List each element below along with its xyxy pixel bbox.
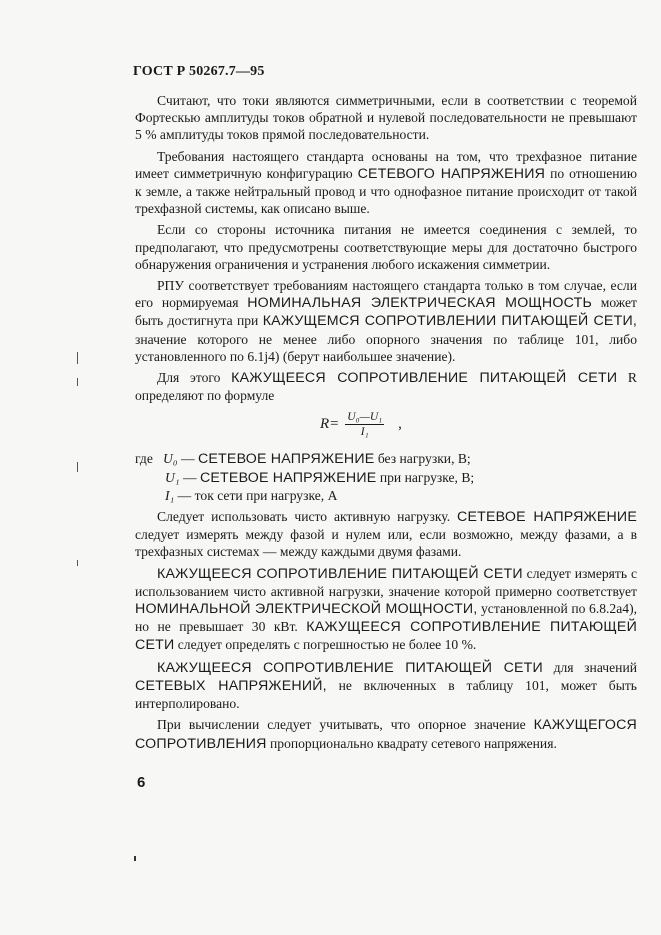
paragraph-active-load [135,508,637,561]
scan-dot [134,856,136,861]
document-body [135,92,637,757]
symbol: I₁ [165,487,175,503]
paragraph-interpolation [135,659,637,713]
text: пропорционально квадрату сетевого напряжения. [266,735,557,751]
where-line-1: где U₀ — СЕТЕВОЕ НАПРЯЖЕНИЕ без нагрузки, В; [135,451,471,468]
formula [320,410,402,439]
text: следует измерять между фазой и нулем или, если возможно, между фазами, а в трехфазных системах — между каждыми двумя фазами. [135,527,637,560]
scan-mark [77,462,78,472]
text: — ток сети при нагрузке, А [174,487,338,503]
paragraph-measurement [135,565,637,655]
term: СЕТЕВОЕ НАПРЯЖЕНИЕ [197,451,375,468]
formula-fraction [345,410,384,439]
text: по отношению к земле, а также нейтральный провод и что однофазное питание происходит от такой трехфазной системы, как описано выше. [135,165,637,217]
symbol: U₀ [163,451,178,467]
term: СЕТЕВОЕ НАПРЯЖЕНИЕ [199,469,377,486]
paragraph-rpu [135,277,637,365]
formula-tail: , [398,416,402,433]
term: КАЖУЩЕЕСЯ СОПРОТИВЛЕНИЕ ПИТАЮЩЕЙ СЕТИ [231,370,618,387]
term: СЕТЕВОГО НАПРЯЖЕНИЯ [357,165,546,182]
text: для значений [542,659,637,675]
term: НОМИНАЛЬНОЙ ЭЛЕКТРИЧЕСКОЙ МОЩНОСТИ, [135,601,478,618]
term: КАЖУЩЕЕСЯ СОПРОТИВЛЕНИЕ ПИТАЮЩЕЙ СЕТИ [135,619,637,654]
where-line-3 [135,487,637,504]
term: КАЖУЩЕЕСЯ СОПРОТИВЛЕНИЕ ПИТАЮЩЕЙ СЕТИ [157,659,543,676]
term: КАЖУЩЕМСЯ СОПРОТИВЛЕНИИ ПИТАЮЩЕЙ СЕТИ, [262,313,637,330]
text: значение которого не менее либо опорного значения по таблице 101, либо установленного по 6.1j4) (берут наибольшее значение). [135,331,637,364]
scan-mark [77,352,78,364]
formula-block [135,408,637,444]
text: Для этого [157,370,232,386]
formula-denominator: I₁ [360,426,369,439]
text: РПУ соответствует требованиям настоящего стандарта только в том случае, если его нормируемая [135,278,637,311]
term: СЕТЕВЫХ НАПРЯЖЕНИЙ, [135,677,327,694]
text: при нагрузке, В; [376,469,475,485]
paragraph-three-phase [135,148,637,218]
formula-numerator: U₀—U₁ [347,411,383,424]
text: без нагрузки, В; [374,451,471,467]
paragraph-symmetry: Считают, что токи являются симметричными, если в соответствии с теоремой Фортескью амплитуды токов обратной и нулевой последовательности не превышают 5 % амплитуды токов прямой последовательности. [135,93,637,143]
formula-lhs: R= [320,416,340,433]
text: не включенных в таблицу 101, может быть интерполировано. [135,677,637,712]
text: может быть достигнута при [135,295,637,329]
paragraph-no-ground: Если со стороны источника питания не имеется соединения с землей, то предполагают, что предусмотрены соответствующие меры для достаточно быстрого обнаружения ограничения и устранения любого искажения симметрии. [135,222,637,272]
term: НОМИНАЛЬНАЯ ЭЛЕКТРИЧЕСКАЯ МОЩНОСТЬ [247,295,592,312]
text: R определяют по формуле [135,370,637,404]
where-line-2: U₁ — СЕТЕВОЕ НАПРЯЖЕНИЕ при нагрузке, В; [165,469,475,486]
where-label: где [135,451,153,467]
text: следует измерять с использованием чисто активной нагрузки, значение которой примерно соответствует [135,565,637,599]
text: При вычислении следует учитывать, что опорное значение [157,717,534,733]
term: СЕТЕВОЕ НАПРЯЖЕНИЕ [457,509,637,526]
scan-mark [77,560,78,566]
text: Следует использовать чисто активную нагрузку. [157,509,457,525]
symbol: U₁ [165,469,180,485]
term: КАЖУЩЕЕСЯ СОПРОТИВЛЕНИЕ ПИТАЮЩЕЙ СЕТИ [157,565,523,582]
text: Требования настоящего стандарта основаны на том, что трехфазное питание имеет симметричную конфигурацию [135,148,637,181]
paragraph-reference-value [135,716,637,752]
page-number: 6 [137,774,146,791]
scan-mark [77,378,78,386]
text: установленной по 6.8.2a4), но не превышает 30 кВт. [135,601,637,635]
document-header: ГОСТ Р 50267.7—95 [133,64,265,79]
paragraph-formula-intro [135,369,637,404]
text: следует определять с погрешностью не более 10 %. [174,637,477,653]
term: КАЖУЩЕГОСЯ СОПРОТИВЛЕНИЯ [135,717,637,752]
